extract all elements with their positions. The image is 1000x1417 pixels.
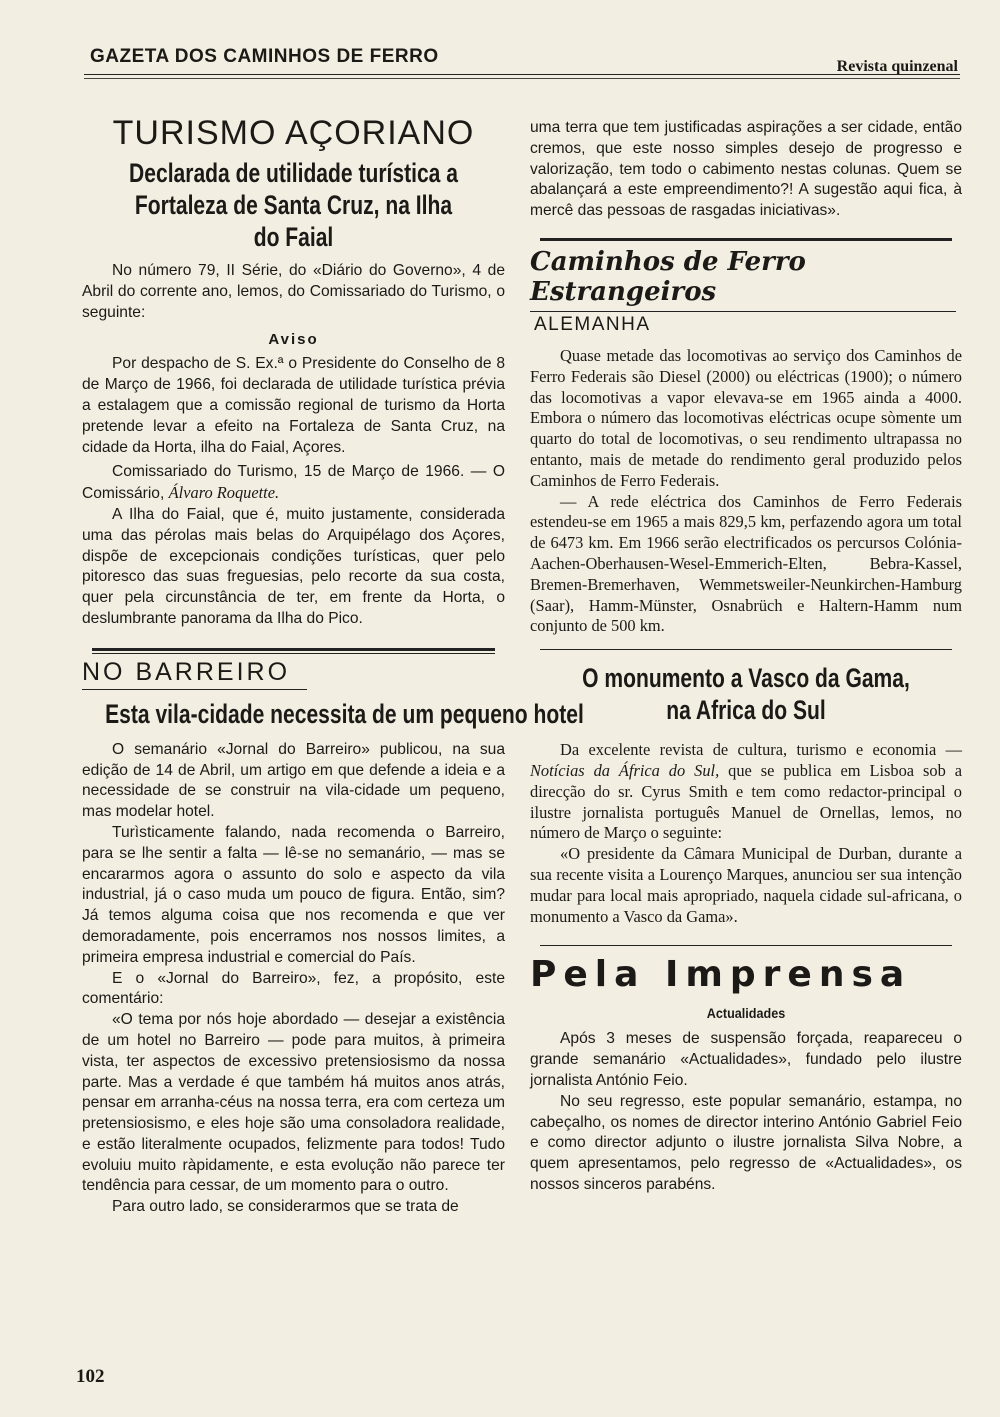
barreiro-paragraph-2: Turìsticamente falando, nada recomenda o Barreiro, para se lhe sentir a falta — lê-se no semanário, — mas se encararmos agora o assunto do solo e aspecto da vila industrial, já o caso muda um pouco de figura. Então, sim? Já temos alguma coisa que nos recomenda e que ver demoradamente, pois encerramos nos nossos limites, a primeira empresa industrial e comercial do País. bbox=[82, 823, 505, 966]
barreiro-label-underline bbox=[82, 689, 307, 690]
vasco-headline: O monumento a Vasco da Gama, na Africa do Sul bbox=[582, 663, 910, 726]
estrangeiros-title: Caminhos de Ferro Estrangeiros bbox=[530, 246, 806, 307]
turismo-signature-name: Álvaro Roquette. bbox=[168, 483, 280, 503]
section-divider-thick bbox=[540, 238, 952, 241]
page-number: 102 bbox=[76, 1366, 105, 1387]
barreiro-paragraph-3: E o «Jornal do Barreiro», fez, a propósito, este comentário: bbox=[82, 969, 505, 1008]
section-divider-thick bbox=[92, 648, 495, 651]
barreiro-paragraph-5: Para outro lado, se considerarmos que se trata de bbox=[112, 1198, 459, 1216]
running-header-title: GAZETA DOS CAMINHOS DE FERRO bbox=[90, 46, 439, 67]
vasco-paragraph-1 bbox=[530, 740, 962, 844]
turismo-paragraph-1: No número 79, II Série, do «Diário do Governo», 4 de Abril do corrente ano, lemos, do Comissariado do Turismo, o seguinte: bbox=[82, 262, 505, 321]
turismo-headline: Declarada de utilidade turística a Fortaleza de Santa Cruz, na Ilha do Faial bbox=[129, 158, 458, 252]
turismo-paragraph-4: A Ilha do Faial, que é, muito justamente, considerada uma das pérolas mais belas do Arquipélago dos Açores, dispõe de excepcionais condições turísticas, quer pelo pitoresco das suas freguesias, pelo recorte da sua costa, quer pela circunstância de ter, em frente da Horta, o deslumbrante panorama da Ilha do Pico. bbox=[82, 505, 505, 627]
barreiro-label: NO BARREIRO bbox=[82, 657, 291, 686]
barreiro-headline: Esta vila-cidade necessita de um pequeno hotel bbox=[105, 698, 584, 729]
estrangeiros-paragraph-2: — A rede eléctrica dos Caminhos de Ferro Federais estendeu-se em 1965 a mais 829,5 km, perfazendo agora um total de 6473 km. Em 1966 serão electrificados os percursos Colónia-Aachen-Oberhausen-Wesel-Emmerich-Elten, Bebra-Kassel, Bremen-Bremerhaven, Wemmetsweiler-Neunkirchen-Hamburg (Saar), Hamm-Münster, Osnabrüch e Haltern-Hamm num conjunto de 500 km. bbox=[530, 491, 962, 636]
alemanha-label: ALEMANHA bbox=[534, 313, 651, 335]
running-header-subtitle: Revista quinzenal bbox=[836, 58, 958, 75]
left-column bbox=[82, 100, 584, 1218]
vasco-paragraph-1-end: que se publica em Lisboa sob a direcção do sr. Cyrus Smith e tem como redactor-principal o ilustre jornalista português Manuel de Ornellas, lemos, no número de Março o seguinte: bbox=[530, 760, 962, 843]
header-rule bbox=[84, 74, 960, 75]
vasco-paragraph-2: «O presidente da Câmara Municipal de Durban, durante a sua recente visita a Lourenço Marques, anunciou ser sua intenção mudar para local mais apropriado, naquela cidade sul-africana, o monumento a Vasco da Gama». bbox=[530, 844, 962, 926]
aviso-subhead: Aviso bbox=[268, 331, 319, 349]
imprensa-paragraph-2: No seu regresso, este popular semanário, estampa, no cabeçalho, os nomes de director interino António Gabriel Feio e como director adjunto o ilustre jornalista Silva Nobre, a quem apresentamos, pelo regresso de «Actualidades», os nossos sinceros parabéns. bbox=[530, 1092, 962, 1193]
turismo-paragraph-2: Por despacho de S. Ex.ª o Presidente do Conselho de 8 de Março de 1966, foi declarada de utilidade turística prévia a estalagem que a comissão regional de turismo da Horta pretende levar a efeito na Fortaleza de Santa Cruz, na cidade da Horta, ilha do Faial, Açores. bbox=[82, 355, 505, 456]
pela-imprensa-title: Pela Imprensa bbox=[530, 954, 912, 996]
turismo-section-title: TURISMO AÇORIANO bbox=[112, 114, 475, 152]
section-divider bbox=[540, 945, 952, 946]
section-divider bbox=[540, 649, 952, 650]
right-column bbox=[530, 118, 962, 1196]
vasco-publication-title: Notícias da África do Sul, bbox=[530, 760, 720, 780]
turismo-signature-paragraph bbox=[82, 462, 505, 505]
estrangeiros-rule bbox=[530, 311, 956, 312]
header-rule-secondary bbox=[84, 78, 960, 79]
section-divider-thin bbox=[92, 653, 495, 654]
barreiro-paragraph-1: O semanário «Jornal do Barreiro» publicou, na sua edição de 14 de Abril, um artigo em que defende a ideia e a necessidade de se construir na vila-cidade um pequeno, mas modelar hotel. bbox=[82, 740, 505, 821]
barreiro-paragraph-4: «O tema por nós hoje abordado — desejar a existência de um hotel no Barreiro — pode para muitos, à primeira vista, ter aspectos de excessivo pretensiosismo da nossa parte. Mas a verdade é que também há muitos anos atrás, pensar em arranha-céus na nossa terra, era com certeza um pretensiosismo, e eles hoje são uma consoladora realidade, e estão literalmente ocupados, felizmente para todos! Tudo evoluiu muito ràpidamente, e esta evolução não parece ter tendência para cessar, de um momento para o outro. bbox=[82, 1011, 505, 1195]
barreiro-continuation: uma terra que tem justificadas aspirações a ser cidade, então cremos, que este nosso simples desejo de progresso e valorização, tem todo o cabimento nestas colunas. Quem se abalançará a este empreendimento?! A sugestão aqui fica, à mercê das pessoas de rasgadas iniciativas». bbox=[530, 119, 962, 220]
imprensa-paragraph-1: Após 3 meses de suspensão forçada, reapareceu o grande semanário «Actualidades», fundado pelo ilustre jornalista António Feio. bbox=[530, 1030, 962, 1089]
turismo-signature-text: Comissariado do Turismo, 15 de Março de 1966. — O Comissário, bbox=[82, 463, 505, 503]
estrangeiros-paragraph-1: Quase metade das locomotivas ao serviço dos Caminhos de Ferro Federais são Diesel (2000) ou eléctricas (1900); o número das locomotivas a vapor elevava-se em 1965 ainda a 4000. Embora o número das locomotivas eléctricas ocupe sòmente um quarto do total de locomotivas, o seu rendimento ultrapassa no entanto, mais de metade do rendimento geral produzido pelos Caminhos de Ferro Federais. bbox=[530, 345, 962, 490]
actualidades-subhead: Actualidades bbox=[706, 1005, 786, 1022]
vasco-paragraph-1-start: Da excelente revista de cultura, turismo e economia — bbox=[560, 740, 962, 760]
